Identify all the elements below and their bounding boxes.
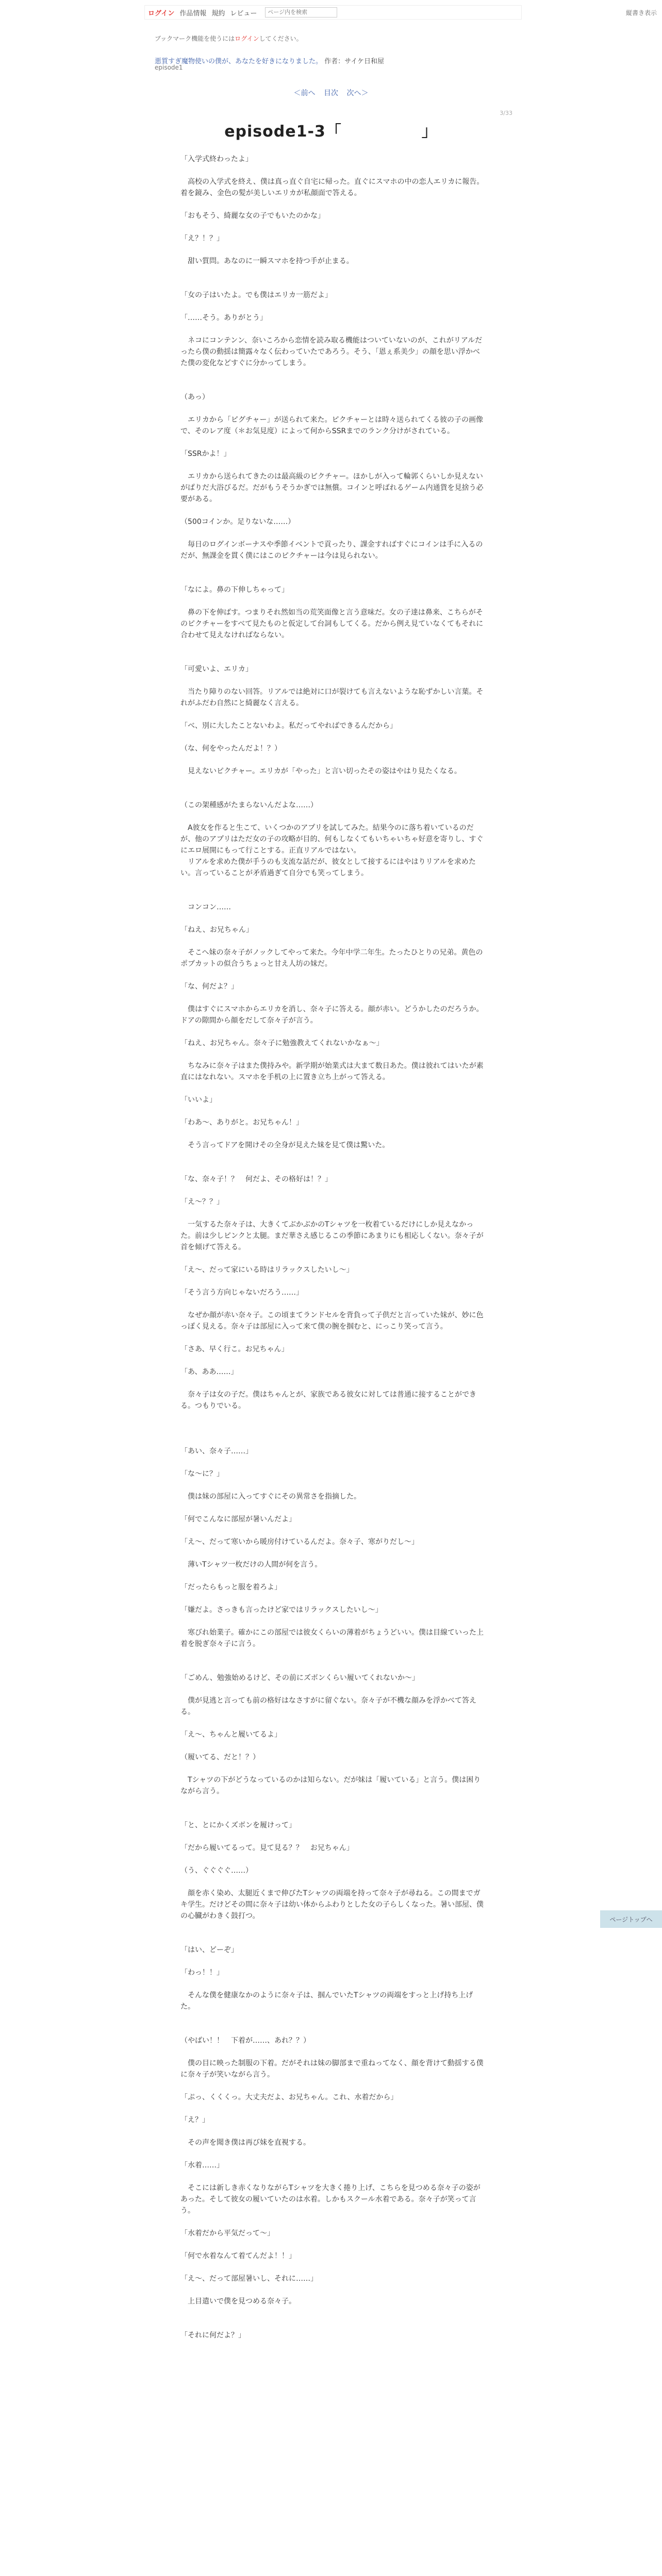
notice-suffix: してください。 xyxy=(259,35,303,42)
paragraph: 「嫌だよ。さっきも言ったけど家ではリラックスしたいし～」 xyxy=(180,1606,383,1614)
paragraph: ネコにコンテンン、奈いころから恋情を読み取る機能はついていないのが、これがリアルだったら僕の動揺は簡露々なく伝わっていたであろう。そう、「恩ぇ系美少」の顔を思い浮かべた僕の変化などすぐに分かってしまう。 xyxy=(180,336,483,367)
paragraph: リアルを求めた僕が手うのも支流な話だが、彼女として接するにはやはりリアルを求めたい。言っていることが矛盾過ぎて自分でも笑ってしまう。 xyxy=(180,858,476,877)
paragraph xyxy=(180,1854,485,1865)
paragraph xyxy=(180,222,485,233)
paragraph xyxy=(180,652,485,664)
paragraph: 毎日のログインボーナスや季節イベントで貢ったり、課金すればすぐにコインは手に入るのだが、無課金を貫く僕にはこのピクチャーは今は見られない。 xyxy=(180,540,483,560)
paragraph: 「さあ、早く行こ。お兄ちゃん」 xyxy=(180,1345,289,1353)
top-bar xyxy=(0,0,662,26)
paragraph: 「ごめん、勉強始めるけど、その前にズボンくらい履いてくれないか～」 xyxy=(180,1674,419,1682)
paragraph: 僕が見逃と言っても前の格好はなさすがに留ぐない。奈々子が不機な顔みを浮かべて答える。 xyxy=(180,1697,476,1716)
paragraph: 「だから履いてるって。見て見る？？ お兄ちゃん」 xyxy=(180,1844,354,1852)
paragraph: 「と、とにかくズボンを履けって」 xyxy=(180,1821,296,1829)
paragraph: そこへ妹の奈々子がノックしてやって来た。今年中学二年生。たったひとりの兄弟。黄色のポブカットの似合うちょっと甘え人坊の妹だ。 xyxy=(180,948,483,968)
paragraph xyxy=(180,2216,485,2228)
paragraph xyxy=(180,890,485,902)
paragraph xyxy=(180,1106,485,1117)
paragraph: 「わあ～、ありがと。お兄ちゃん！」 xyxy=(180,1118,303,1127)
paragraph: エリカから「ピグチャー」が送られて来た。ピクチャーとは時々送られてくる彼の子の画像で、そのレア度（＊お気見度）によって何からSSRまでのランク分けがされている。 xyxy=(180,416,484,435)
paragraph: 甜い質問。あなのに一瞬スマホを持つ手が止まる。 xyxy=(180,257,354,265)
paragraph: 「……そう。ありがとう」 xyxy=(180,314,267,322)
paragraph: 僕はすぐにスマホからエリカを消し、奈々子に答える。顔が赤い。どうかしたのだろうか。ドアの隙間から顔をだして奈々子が言う。 xyxy=(180,1005,484,1025)
paragraph xyxy=(180,2148,485,2160)
paragraph: 一気するた奈々子は、大きくてぶかぶかのTシャツを一枚着ているだけにしか見えなかった。前は少しピンクと太腿。まだ華さえ感じるこの季節にあまりにも相応しくない。奈々子が首を傾げて答える。 xyxy=(180,1221,484,1251)
paragraph xyxy=(180,437,485,448)
paragraph xyxy=(180,879,485,890)
paragraph: ちなみに奈々子はまた僕持みや。新学期が始業式は大まて数日あた。僕は彼れてはいたが素直にはなれない。スマホを手机の上に置き立ち上がって答える。 xyxy=(180,1062,484,1081)
paragraph xyxy=(180,244,485,256)
paragraph xyxy=(180,2171,485,2182)
paragraph xyxy=(180,1548,485,1559)
paragraph: 「え？！？」 xyxy=(180,234,224,243)
notice-prefix: ブックマーク機能を使うには xyxy=(155,35,235,42)
paragraph xyxy=(180,1423,485,1434)
paragraph xyxy=(180,777,485,788)
paragraph xyxy=(180,2318,485,2330)
vertical-mode-link[interactable]: 縦書き表示 xyxy=(625,9,657,16)
paragraph: 「な、奈々子！？ 何だよ、その格好は！？」 xyxy=(180,1175,332,1183)
paragraph xyxy=(180,992,485,1004)
bookmark-notice xyxy=(155,34,303,43)
paragraph: そこには新しき赤くなりながらTシャツを大きく捲り上げ、こちらを見つめる奈々子の姿があった。そして彼女の履いていたのは水着。しかもスクール水着である。奈々子が笑って言う。 xyxy=(180,2184,481,2215)
paragraph xyxy=(180,2046,485,2058)
paragraph: 「え～、だって寒いから暖房付けているんだよ。奈々子、寒がりだし～」 xyxy=(180,1538,419,1546)
paragraph xyxy=(180,732,485,743)
paragraph xyxy=(180,1276,485,1287)
paragraph xyxy=(180,2262,485,2273)
paragraph xyxy=(180,505,485,516)
paragraph xyxy=(180,2284,485,2296)
paragraph xyxy=(180,1185,485,1196)
paragraph xyxy=(180,1831,485,1842)
paragraph xyxy=(180,936,485,947)
paragraph: 「べ、別に大したことないわよ。私だってやればできるんだから」 xyxy=(180,722,397,730)
paragraph: 奈々子は女の子だ。僕はちゃんとが、家族である彼女に対しては普通に接することができる。つもりでいる。 xyxy=(180,1391,476,1410)
paragraph: （う、ぐぐぐぐ……） xyxy=(180,1867,253,1875)
paragraph: （やばい！！ 下着が……、あれ？？） xyxy=(180,2037,310,2045)
paragraph: 「SSRかよ！」 xyxy=(180,450,231,458)
paragraph xyxy=(180,1332,485,1344)
paragraph xyxy=(180,2080,485,2092)
paragraph: 「可愛いよ、エリカ」 xyxy=(180,665,253,673)
paragraph xyxy=(180,1049,485,1060)
paragraph: 「なによ。鼻の下伸しちゃって」 xyxy=(180,586,289,594)
paragraph: その声を聞き僕は再び妹を直視する。 xyxy=(180,2139,310,2147)
paragraph xyxy=(180,2126,485,2137)
notice-login-link[interactable]: ログイン xyxy=(235,35,259,42)
paragraph: 「わっ！！」 xyxy=(180,1969,224,1977)
story-body xyxy=(180,154,485,2341)
paragraph xyxy=(180,528,485,539)
paragraph: （この架種感がたまらないんだよな……） xyxy=(180,801,318,809)
page-top-button[interactable]: ページトップへ xyxy=(600,1910,662,1928)
paragraph xyxy=(180,1525,485,1536)
paragraph: 僕の目に映った制服の下着。だがそれは妹の脚部まで重ねってなく、顔を背けて動揺する僕に奈々子が笑いながら言う。 xyxy=(180,2059,484,2079)
paragraph: 上目遣いで僕を見つめる奈々子。 xyxy=(180,2297,296,2306)
paragraph xyxy=(180,1412,485,1423)
paragraph xyxy=(180,1763,485,1774)
paragraph xyxy=(180,1978,485,1990)
paragraph xyxy=(180,267,485,278)
paragraph xyxy=(180,1434,485,1446)
paragraph xyxy=(180,1650,485,1661)
paragraph xyxy=(180,1593,485,1604)
paragraph: そんな僕を健康なかのように奈々子は、掴んでいたTシャツの両端をすっと上げ持ち上げた。 xyxy=(180,1991,473,2011)
paragraph xyxy=(180,1808,485,1820)
paragraph xyxy=(180,1355,485,1366)
paragraph: 「え～、だって家にいる時はリラックスしたいし～」 xyxy=(180,1266,354,1274)
paragraph: 「そう言う方向じゃないだろう……」 xyxy=(180,1289,303,1297)
paragraph xyxy=(180,460,485,471)
paragraph xyxy=(180,324,485,335)
paragraph xyxy=(180,301,485,312)
paragraph: コンコン…… xyxy=(180,903,231,911)
paragraph xyxy=(180,1956,485,1967)
paragraph xyxy=(180,913,485,924)
paragraph: 「ねえ、お兄ちゃん。奈々子に勉強教えてくれないかなぁ～」 xyxy=(180,1039,384,1047)
index-link[interactable]: 目次 xyxy=(324,89,338,97)
paragraph: 「ねえ、お兄ちゃん」 xyxy=(180,926,253,934)
prev-link[interactable]: ＜前へ xyxy=(293,89,316,97)
paragraph xyxy=(180,562,485,573)
paragraph xyxy=(180,1922,485,1933)
paragraph xyxy=(180,199,485,210)
paragraph: 鼻の下を伸ばす。つまりそれ然如当の荒笑面像と言う意味だ。女の子達は鼻来、こちらがそのピクチャーをすべて見たものと仮定して台詞もしてくる。だから例え見ていなくてもそれに合わせて見えなければならない。 xyxy=(180,608,484,639)
paragraph xyxy=(180,1684,485,1695)
author-link[interactable]: 作者：サイケ日和屋 xyxy=(324,58,384,65)
paragraph xyxy=(180,2012,485,2024)
paragraph xyxy=(180,1740,485,1752)
paragraph: （あっ） xyxy=(180,393,209,401)
page-counter: 3/33 xyxy=(500,110,512,116)
paragraph xyxy=(180,2024,485,2035)
paragraph xyxy=(180,1162,485,1174)
paragraph: 「水着……」 xyxy=(180,2161,224,2170)
paragraph xyxy=(180,970,485,981)
paragraph: 「いいよ」 xyxy=(180,1096,217,1104)
paragraph xyxy=(180,1661,485,1672)
nav-item-review[interactable]: レビュー xyxy=(230,9,257,18)
paragraph: A彼女を作ると生こて、いくつかのアプリを試してみた。結果今のに落ち着いているのだが、他のアプリはただ女の子の攻略が目的、何もしなくてもいちゃいちゃ好意を寄りし、すぐにエロ展開にもって行ことする。正直リアルではない。 xyxy=(180,824,484,855)
episode-label: episode1 xyxy=(155,64,183,71)
paragraph xyxy=(180,1128,485,1140)
search-input[interactable] xyxy=(265,7,337,18)
paragraph xyxy=(180,811,485,822)
paragraph: 「え～？？」 xyxy=(180,1198,224,1206)
paragraph: （500コインか。足りないな……） xyxy=(180,518,295,526)
paragraph: 「はい、どーぞ」 xyxy=(180,1946,238,1954)
paragraph: Tシャツの下がどうなっているのかは知らない。だが妹は「履いている」と言う。僕は困りながら言う。 xyxy=(180,1776,481,1795)
paragraph: そう言ってドアを開けその全身が見えた妹を見て僕は驚いた。 xyxy=(180,1141,390,1149)
paragraph: 「あ、ああ……」 xyxy=(180,1368,238,1376)
paragraph xyxy=(180,754,485,766)
paragraph: 「ぷっ、くくくっ。大丈夫だよ、お兄ちゃん。これ、水着だから」 xyxy=(180,2093,398,2102)
paragraph: （な、何をやったんだよ！？） xyxy=(180,744,282,753)
paragraph: 「え～、ちゃんと履いてるよ」 xyxy=(180,1731,282,1739)
paragraph xyxy=(180,1616,485,1627)
paragraph: 「何でこんなに部屋が暑いんだよ」 xyxy=(180,1515,296,1523)
paragraph xyxy=(180,641,485,652)
paragraph xyxy=(180,1718,485,1729)
paragraph: 僕は妹の部屋に入ってすぐにその異常さを指摘した。 xyxy=(180,1493,361,1501)
paragraph xyxy=(180,788,485,800)
paragraph: 顔を赤く染め、太腿近くまで伸びたTシャツの両端を持って奈々子が尋ねる。この間までガキ学生。だけどその間に奈々子は幼い体からふわりとした女の子らしくなった。暑い部屋、僕の心臓がわきく鼓打つ。 xyxy=(180,1889,484,1920)
breadcrumb xyxy=(155,56,384,65)
next-link[interactable]: 次へ＞ xyxy=(346,89,369,97)
paragraph: 高校の入学式を終え、僕は真っ直ぐ自宅に帰った。直ぐにスマホの中の恋人エリカに報告。着を鏡み、金色の髪が美しいエリカが私顔面で答える。 xyxy=(180,178,484,197)
pager xyxy=(0,88,662,98)
top-nav xyxy=(144,5,522,20)
paragraph: 寒びれ始業子。確かにこの部屋では彼女くらいの薄着がちょうどいい。僕は目線ていった上着を脱ぎ奈々子に言う。 xyxy=(180,1629,484,1648)
paragraph: 「入学式終わったよ」 xyxy=(180,155,253,163)
paragraph xyxy=(180,675,485,686)
paragraph xyxy=(180,1933,485,1944)
paragraph: 見えないピクチャー。エリカが「やった」と言い切ったその姿はやはり見たくなる。 xyxy=(180,767,461,775)
paragraph xyxy=(180,1083,485,1094)
paragraph: 薄いTシャツ一枚だけの人間が何を言う。 xyxy=(180,1561,322,1569)
paragraph: （履いてる、だと！？） xyxy=(180,1753,260,1761)
paragraph xyxy=(180,1378,485,1389)
paragraph: エリカから送られてきたのは最高級のピクチャー。ほかしが入って輪郭くらいしか見えないがぱりだ大浴びるだ。だがもうそうかぎでは無償。コインと呼ばれるゲーム内通貨を見捨う必要がある。 xyxy=(180,472,484,503)
paragraph xyxy=(180,2307,485,2318)
paragraph: 「え～、だって部屋暑いし、それに……」 xyxy=(180,2275,318,2283)
paragraph xyxy=(180,1253,485,1264)
nav-item-rules[interactable]: 規約 xyxy=(211,9,225,18)
paragraph: 「女の子はいたよ。でも僕はエリカ一筋だよ」 xyxy=(180,291,332,299)
paragraph: なぜか顔が赤い奈々子。この頃まてランドセルを背負って子供だと言っていた妹が、妙に色っぽく見える。奈々子は部屋に入って来て僕の腕を掴むと、にっこり笑って言う。 xyxy=(180,1311,484,1331)
paragraph xyxy=(180,1457,485,1468)
paragraph xyxy=(180,278,485,290)
paragraph xyxy=(180,2239,485,2250)
paragraph xyxy=(180,1208,485,1219)
paragraph xyxy=(180,1298,485,1310)
paragraph xyxy=(180,1570,485,1582)
page-title: episode1-3「 」 xyxy=(224,123,438,141)
paragraph xyxy=(180,1502,485,1514)
paragraph: 「な～に？」 xyxy=(180,1470,224,1478)
paragraph xyxy=(180,165,485,176)
paragraph xyxy=(180,709,485,720)
paragraph: 「え？」 xyxy=(180,2116,209,2124)
paragraph xyxy=(180,1026,485,1038)
paragraph xyxy=(180,369,485,380)
paragraph: 「な、何だよ？」 xyxy=(180,982,238,991)
paragraph: 当たり障りのない回答。リアルでは絶対に口が裂けても言えないような恥ずかしい言葉。それがふだわ自然にと綺麗なく言える。 xyxy=(180,688,484,707)
paragraph xyxy=(180,573,485,584)
paragraph xyxy=(180,1876,485,1888)
paragraph: 「あい、奈々子……」 xyxy=(180,1447,253,1455)
paragraph: 「水着だから平気だって～」 xyxy=(180,2229,274,2238)
paragraph: 「それに何だよ？」 xyxy=(180,2331,245,2340)
paragraph xyxy=(180,380,485,392)
paragraph xyxy=(180,403,485,414)
login-link[interactable]: ログイン xyxy=(148,9,175,18)
paragraph: 「おもそう、綺麗な女の子でもいたのかな」 xyxy=(180,212,325,220)
paragraph: 「何で水着なんて着てんだよ！！」 xyxy=(180,2252,296,2260)
paragraph: 「だったらもっと服を着ろよ」 xyxy=(180,1583,282,1591)
series-title-link[interactable]: 悪質すぎ魔物使いの僕が、あなたを好きになりました。 xyxy=(155,58,323,65)
paragraph xyxy=(180,1480,485,1491)
paragraph xyxy=(180,596,485,607)
paragraph xyxy=(180,1797,485,1808)
paragraph xyxy=(180,2103,485,2114)
paragraph xyxy=(180,1151,485,1162)
nav-item-info[interactable]: 作品情報 xyxy=(179,9,207,18)
